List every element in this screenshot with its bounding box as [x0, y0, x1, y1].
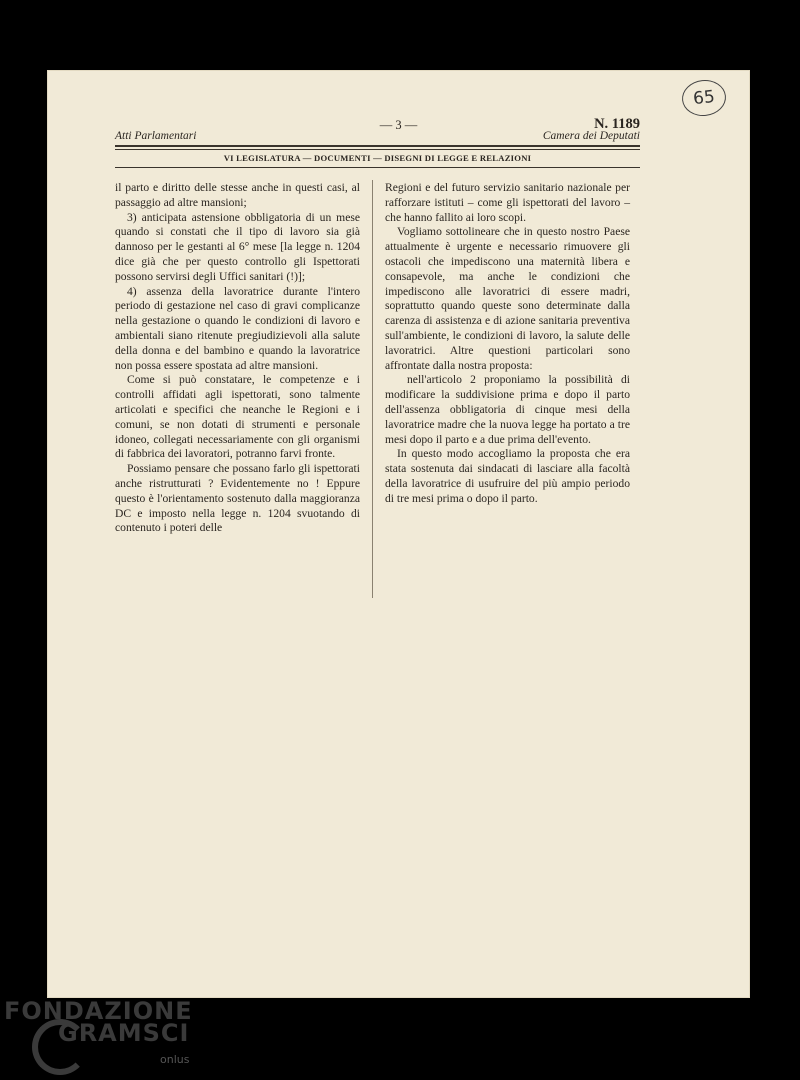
document-number: N. 1189 [594, 116, 640, 132]
fondazione-gramsci-logo [0, 995, 210, 1080]
logo-line-3: onlus [160, 1053, 190, 1066]
header-rule-bottom [115, 167, 640, 168]
left-paragraph: il parto e diritto delle stesse anche in questi casi, al passaggio ad altre mansioni; [115, 181, 360, 209]
document-page [47, 70, 750, 998]
right-text-column [385, 181, 630, 507]
header-right-title: Camera dei Deputati [542, 130, 640, 142]
left-paragraph: 4) assenza della lavoratrice durante l'intero periodo di gestazione nel caso di gravi complicanze nella gestazione o quando le condizioni di lavoro e ambientali siano ritenute pregiudizievoli alla salute della donna e del bambino e quando la lavoratrice non possa essere spostata ad altre mansioni. [115, 284, 360, 372]
right-paragraph: Vogliamo sottolineare che in questo nostro Paese attualmente è urgente e necessario rimuovere gli ostacoli che impediscono una maternità libera e consapevole, ma anche le condizioni che impediscono alle lavoratrici di essere madri, soprattutto quando queste sono determinate dalla carenza di assistenza e di azione sanitaria preventiva sull'ambiente, le condizioni di lavoro, la salute delle lavoratrici. Altre questioni particolari sono affrontate dalla nostra proposta: [385, 225, 630, 372]
handwritten-page-stamp: 65 [680, 78, 728, 118]
header-left-title: Atti Parlamentari [115, 130, 197, 142]
left-text-column [115, 181, 360, 536]
column-divider [372, 180, 373, 598]
right-paragraph: In questo modo accogliamo la proposta che era stata sostenuta dai sindacati di lasciare alla facoltà della lavoratrice di usufruire del più ampio periodo di tre mesi prima o dopo il parto. [385, 447, 630, 505]
logo-line-2: GRAMSCI [58, 1019, 190, 1047]
logo-line-1: FONDAZIONE [4, 997, 193, 1025]
page-number: — 3 — [379, 118, 418, 132]
header-subtitle: VI LEGISLATURA — DOCUMENTI — DISEGNI DI LEGGE E RELAZIONI [223, 153, 532, 163]
header-rule-thin [115, 149, 640, 150]
right-paragraph: nell'articolo 2 proponiamo la possibilità di modificare la suddivisione prima e dopo il parto dell'assenza obbligatoria di cinque mesi della lavoratrice madre che la nuova legge ha portato a tre mesi dopo il parto e a due prima dell'evento. [385, 373, 630, 446]
right-paragraph: Regioni e del futuro servizio sanitario nazionale per rafforzare istituti – come gli ispettorati del lavoro – che hanno fallito ai loro scopi. [385, 181, 630, 224]
left-paragraph: Come si può constatare, le competenze e i controlli affidati agli ispettorati, sono talmente articolati e specifici che neanche le Regioni e i comuni, se non dotati di strumenti e personale idoneo, collegati necessariamente con gli organismi di fabbrica dei lavoratori, potranno farvi fronte. [115, 373, 360, 461]
left-paragraph: 3) anticipata astensione obbligatoria di un mese quando si constati che il tipo di lavoro sia già dannoso per le gestanti al 6° mese [la legge n. 1204 dice già che per questo controllo gli Ispettorati possono servirsi degli Uffici sanitari (!)]; [115, 210, 360, 283]
left-paragraph: Possiamo pensare che possano farlo gli ispettorati anche ristrutturati ? Evidentemente no ! Eppure questo è l'orientamento sostenuto dalla maggioranza DC e imposto nella legge n. 1204 svuotando di contenuto i poteri delle [115, 462, 360, 535]
header-rule-thick [115, 145, 640, 147]
